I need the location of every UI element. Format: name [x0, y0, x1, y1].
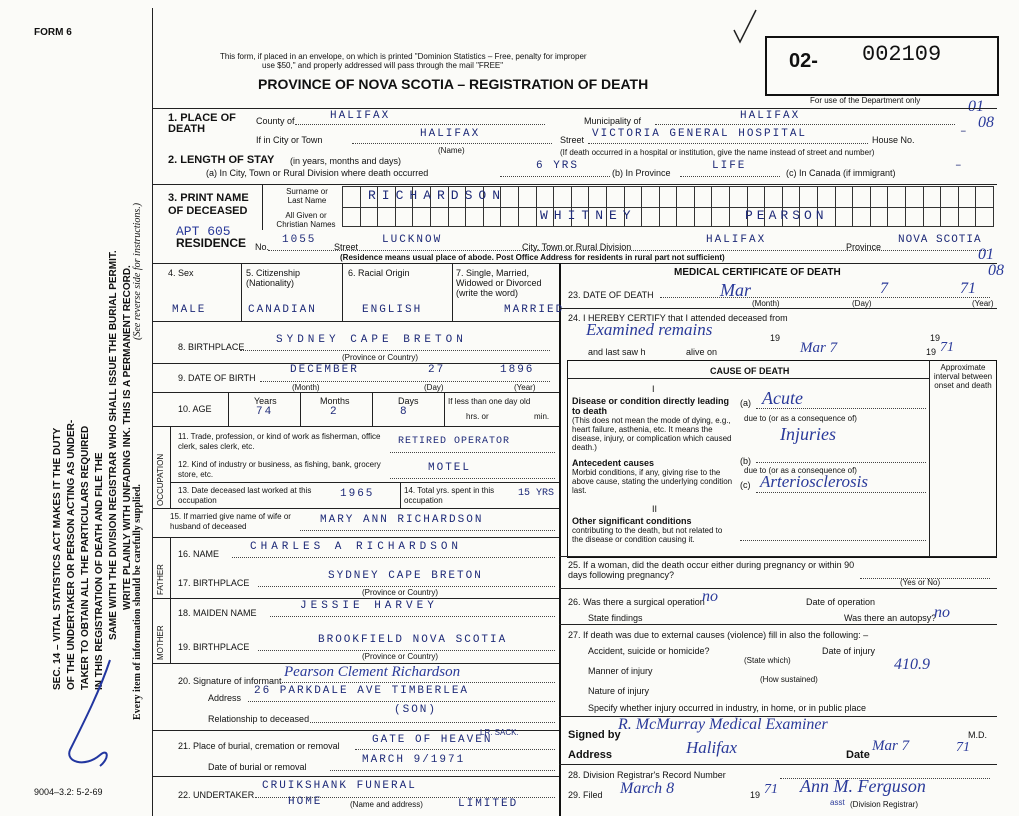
every-item-note: Every item of information should be carefully supplied. [132, 484, 143, 720]
residence-label: RESIDENCE [176, 236, 247, 250]
alive-on-date: Mar 7 [800, 340, 838, 356]
last-worked-label: 13. Date deceased last worked at this occupation [178, 486, 312, 505]
residence-province-value: NOVA SCOTIA [898, 234, 982, 246]
interval-label: Approximate interval between onset and death [933, 363, 993, 390]
birthplace-caption: (Province or Country) [342, 353, 419, 362]
cause-c-label: (c) [740, 480, 751, 490]
registrar-signature: Ann M. Ferguson [800, 776, 926, 796]
injury-date-label: Date of injury [822, 646, 876, 656]
check-mark [730, 6, 760, 46]
given-name-label: All Given or Christian Names [276, 211, 336, 229]
date-of-death-day: 7 [880, 280, 888, 297]
informant-address-value: 26 PARKDALE AVE TIMBERLEA [254, 685, 470, 697]
industry-label: 12. Kind of industry or business, as fishing, bank, grocery store, etc. [178, 460, 381, 479]
dob-year-caption: (Year) [514, 383, 536, 392]
cause-heading: CAUSE OF DEATH [710, 366, 790, 376]
pregnancy-question: 25. If a woman, did the death occur either during pregnancy or within 90 days following pregnancy? [568, 560, 855, 580]
stay-b-label: (b) In Province [612, 168, 671, 178]
father-birthplace-caption: (Province or Country) [362, 588, 439, 597]
external-causes-question: 27. If death was due to external causes (violence) fill in also the following: – [568, 630, 869, 640]
marital-label: 7. Single, Married, Widowed or Divorced (write the word) [456, 268, 542, 298]
residence-note: (Residence means usual place of abode. Post Office Address for residents in rural part not sufficient) [340, 253, 725, 262]
law-text-2: OF THE UNDERTAKER OR PERSON ACTING AS UNDER- [66, 419, 77, 690]
stay-a-value: 6 YRS [536, 160, 580, 172]
dept-code-3: 01 [978, 246, 994, 263]
name-caption: (Name) [438, 146, 465, 155]
trade-label: 11. Trade, profession, or kind of work as fisherman, office clerk, sales clerk, etc. [178, 432, 381, 451]
surname-value: RICHARDSON [368, 188, 507, 203]
certify-label: 24. I HEREBY CERTIFY that I attended deceased from [568, 313, 788, 323]
burial-place-value: GATE OF HEAVEN [372, 734, 493, 746]
mother-side-label: MOTHER [156, 625, 165, 660]
maiden-name-value: JESSIE HARVEY [300, 600, 438, 612]
form-number: FORM 6 [34, 27, 72, 38]
how-sustained-caption: (How sustained) [760, 675, 818, 684]
burial-date-value: MARCH 9/1971 [362, 754, 466, 766]
surgical-question: 26. Was there a surgical operation [568, 597, 705, 607]
antecedent-note: Morbid conditions, if any, giving rise to the above cause, stating the underlying condition last. [572, 468, 733, 495]
burial-place-value-2: LR. SACK. [480, 728, 519, 737]
residence-city-value: HALIFAX [706, 234, 767, 246]
last-worked-value: 1965 [340, 488, 375, 500]
age-label: 10. AGE [178, 404, 212, 414]
undertaker-label: 22. UNDERTAKER [178, 790, 255, 800]
spouse-label: 15. If married give name of wife or husband of deceased [170, 512, 291, 531]
age-months-value: 2 [330, 406, 339, 418]
certify-19-b: 19 [930, 333, 941, 343]
informant-signature: Pearson Clement Richardson [284, 664, 461, 680]
law-text-6: WRITE PLAINLY WITH UNFADING INK. THIS IS A PERMANENT RECORD. [122, 265, 133, 610]
father-birthplace-value: SYDNEY CAPE BRETON [328, 570, 483, 582]
mother-birthplace-caption: (Province or Country) [362, 652, 439, 661]
given-name-value: WHITNEY [540, 208, 637, 223]
house-label: House No. [872, 135, 915, 145]
dept-code-2: 08 [978, 114, 994, 131]
residence-street-label: Street [334, 242, 359, 252]
consequence-label-2: due to (or as a consequence of) [744, 466, 857, 475]
date-of-death-month: Mar [720, 280, 751, 300]
min-label: min. [534, 412, 550, 421]
date-of-death-year: 71 [960, 280, 976, 297]
surgical-answer: no [702, 588, 718, 605]
law-text-5: SAME WITH THE DIVISION REGISTRAR WHO SHALL ISSUE THE BURIAL PERMIT. [108, 250, 119, 640]
part-one: I [652, 384, 655, 394]
burial-place-label: 21. Place of burial, cremation or removal [178, 741, 340, 751]
signature-address-value: Halifax [686, 738, 737, 757]
informant-address-label: Address [208, 693, 242, 703]
stay-c-value: – [955, 160, 964, 172]
cause-a-value-2: Injuries [780, 424, 836, 444]
age-months-label: Months [320, 396, 350, 406]
spouse-value: MARY ANN RICHARDSON [320, 514, 484, 526]
trade-value: RETIRED OPERATOR [398, 436, 511, 447]
operation-date-label: Date of operation [806, 597, 876, 607]
hospital-note: (If death occurred in a hospital or institution, give the name instead of street and number) [560, 148, 875, 157]
registrar-asst: asst [830, 798, 845, 807]
envelope-note-2: use $50," and properly addressed will pass through the mail "FREE" [262, 61, 504, 70]
law-text-3: TAKER TO OBTAIN ALL THE PARTICULARS REQUIRED [80, 425, 91, 690]
maiden-name-label: 18. MAIDEN NAME [178, 608, 257, 618]
alive-on-label: alive on [686, 347, 718, 357]
alive-on-year: 71 [940, 340, 954, 355]
burial-date-label: Date of burial or removal [208, 762, 307, 772]
father-name-label: 16. NAME [178, 549, 220, 559]
given-name-value-2: PEARSON [745, 208, 828, 223]
date-of-death-label: 23. DATE OF DEATH [568, 290, 654, 300]
racial-label: 6. Racial Origin [348, 268, 410, 278]
age-days-value: 8 [400, 406, 409, 418]
undertaker-value-3: LIMITED [458, 798, 519, 810]
informant-signature-label: 20. Signature of informant [178, 676, 282, 686]
medical-heading: MEDICAL CERTIFICATE OF DEATH [674, 267, 841, 278]
mother-birthplace-label: 19. BIRTHPLACE [178, 642, 250, 652]
dob-day-caption: (Day) [424, 383, 444, 392]
record-number-label: 28. Division Registrar's Record Number [568, 770, 726, 780]
code-value: 410.9 [894, 656, 930, 673]
dod-day-caption: (Day) [852, 299, 872, 308]
stay-sub: (in years, months and days) [290, 156, 402, 166]
stay-c-label: (c) In Canada (if immigrant) [786, 168, 896, 178]
father-name-value: CHARLES A RICHARDSON [250, 541, 463, 553]
filed-year: 71 [764, 782, 778, 797]
manner-label: Manner of injury [588, 666, 653, 676]
signed-by-label: Signed by [568, 729, 621, 741]
county-value: HALIFAX [330, 110, 391, 122]
part-two: II [652, 504, 658, 514]
pregnancy-yes-no-caption: (Yes or No) [900, 578, 941, 587]
dob-label: 9. DATE OF BIRTH [178, 373, 256, 383]
filed-19: 19 [750, 790, 761, 800]
md-label: M.D. [968, 730, 987, 740]
city-label: If in City or Town [256, 135, 323, 145]
dept-code-4: 08 [988, 262, 1004, 279]
mother-birthplace-value: BROOKFIELD NOVA SCOTIA [318, 634, 508, 646]
place-label: 1. PLACE OF DEATH [168, 112, 236, 135]
nature-label: Nature of injury [588, 686, 650, 696]
relationship-value: (SON) [394, 704, 438, 716]
stay-b-value: LIFE [712, 160, 747, 172]
signed-by-value: R. McMurray Medical Examiner [618, 716, 828, 733]
certify-handwritten: Examined remains [586, 320, 713, 339]
autopsy-question: Was there an autopsy? [844, 613, 937, 623]
dob-month-caption: (Month) [292, 383, 320, 392]
citizenship-label: 5. Citizenship (Nationality) [246, 268, 301, 288]
age-years-label: Years [254, 396, 277, 406]
total-years-label: 14. Total yrs. spent in this occupation [404, 486, 495, 505]
residence-street-value: LUCKNOW [382, 234, 443, 246]
stock-number: 9004–3.2: 5-2-69 [34, 787, 103, 797]
hrs-label: hrs. or [466, 412, 489, 421]
birthplace-label: 8. BIRTHPLACE [178, 342, 245, 352]
registrar-caption: (Division Registrar) [850, 800, 919, 809]
ink-mark [40, 650, 130, 780]
undertaker-value-2: HOME [288, 796, 323, 808]
accident-label: Accident, suicide or homicide? [588, 646, 710, 656]
county-label: County of [256, 116, 295, 126]
signature-date-value: Mar 7 [872, 738, 910, 754]
alive-on-19: 19 [926, 347, 937, 357]
dept-use: For use of the Department only [810, 96, 921, 105]
city-value: HALIFAX [420, 128, 481, 140]
age-days-label: Days [398, 396, 419, 406]
certify-19-a: 19 [770, 333, 781, 343]
dob-month: DECEMBER [290, 364, 359, 376]
sex-value: MALE [172, 304, 207, 316]
industry-value: MOTEL [428, 462, 472, 474]
signature-year-value: 71 [956, 740, 970, 755]
other-conditions-note: contributing to the death, but not related to the disease or condition causing it. [572, 526, 723, 544]
undertaker-value: CRUIKSHANK FUNERAL [262, 780, 417, 792]
street-value: VICTORIA GENERAL HOSPITAL [592, 128, 808, 140]
reg-prefix: 02- [789, 50, 818, 72]
apartment-value: APT 605 [176, 224, 231, 239]
racial-value: ENGLISH [362, 304, 423, 316]
rule [152, 108, 997, 109]
disease-label: Disease or condition directly leading to death [572, 396, 730, 416]
dod-month-caption: (Month) [752, 299, 780, 308]
reg-number: 002109 [862, 42, 942, 67]
father-birthplace-label: 17. BIRTHPLACE [178, 578, 250, 588]
surname-label: Surname or Last Name [286, 187, 328, 205]
envelope-note-1: This form, if placed in an envelope, on which is printed "Dominion Statistics – Free, penalty for improper [220, 52, 587, 61]
cause-b-label: (b) [740, 456, 751, 466]
marital-value: MARRIED [504, 304, 565, 316]
cause-c-value: Arteriosclerosis [760, 472, 868, 491]
residence-no-value: 1055 [282, 234, 317, 246]
dob-year: 1896 [500, 364, 535, 376]
state-which-caption: (State which) [744, 656, 791, 665]
antecedent-label: Antecedent causes [572, 458, 655, 468]
other-conditions-label: Other significant conditions [572, 516, 692, 526]
residence-no-label: No. [255, 242, 270, 252]
stay-label: 2. LENGTH OF STAY [168, 154, 275, 166]
house-value: – [960, 126, 969, 138]
cause-a-value: Acute [762, 388, 803, 408]
undertaker-caption: (Name and address) [350, 800, 423, 809]
filed-date: March 8 [620, 780, 675, 797]
occupation-side-label: OCCUPATION [156, 453, 165, 506]
relationship-label: Relationship to deceased [208, 714, 310, 724]
cause-a-label: (a) [740, 398, 751, 408]
municipality-value: HALIFAX [740, 110, 801, 122]
signature-date-label: Date [846, 749, 870, 761]
registration-box [765, 36, 999, 96]
street-label: Street [560, 135, 585, 145]
form-title: PROVINCE OF NOVA SCOTIA – REGISTRATION OF DEATH [258, 76, 649, 92]
filed-label: 29. Filed [568, 790, 603, 800]
stay-a-label: (a) In City, Town or Rural Division where death occurred [206, 168, 429, 178]
sex-label: 4. Sex [168, 268, 194, 278]
specify-label: Specify whether injury occurred in industry, in home, or in public place [588, 703, 866, 713]
father-side-label: FATHER [156, 564, 165, 595]
birthplace-value: SYDNEY CAPE BRETON [276, 334, 467, 346]
dept-code-1: 01 [968, 98, 984, 115]
given-name-boxes [342, 206, 994, 227]
main-border-left [152, 8, 153, 816]
less-than-day: If less than one day old [448, 397, 531, 406]
signature-address-label: Address [568, 749, 613, 761]
see-reverse: (See reverse side for instructions.) [132, 202, 143, 340]
citizenship-value: CANADIAN [248, 304, 317, 316]
consequence-label-1: due to (or as a consequence of) [744, 414, 857, 423]
dob-day: 27 [428, 364, 446, 376]
state-findings-label: State findings [588, 613, 643, 623]
last-saw-label: and last saw h [588, 347, 646, 357]
total-years-value: 15 YRS [518, 488, 555, 499]
disease-note: (This does not mean the mode of dying, e.g., heart failure, asthenia, etc. It means the disease, injury, or complication which caused death.) [572, 416, 732, 452]
law-text-4: IN THIS REGISTRATION OF DEATH AND FILE THE [94, 452, 105, 690]
residence-province-label: Province [846, 242, 882, 252]
residence-city-label: City, Town or Rural Division [522, 242, 632, 252]
law-text-1: SEC. 14 – VITAL STATISTICS ACT MAKES IT THE DUTY [52, 427, 63, 690]
autopsy-answer: no [934, 604, 950, 621]
age-years-value: 74 [256, 406, 274, 418]
dod-year-caption: (Year) [972, 299, 994, 308]
deceased-name-label: 3. PRINT NAME OF DECEASED [168, 192, 249, 217]
municipality-label: Municipality of [584, 116, 642, 126]
